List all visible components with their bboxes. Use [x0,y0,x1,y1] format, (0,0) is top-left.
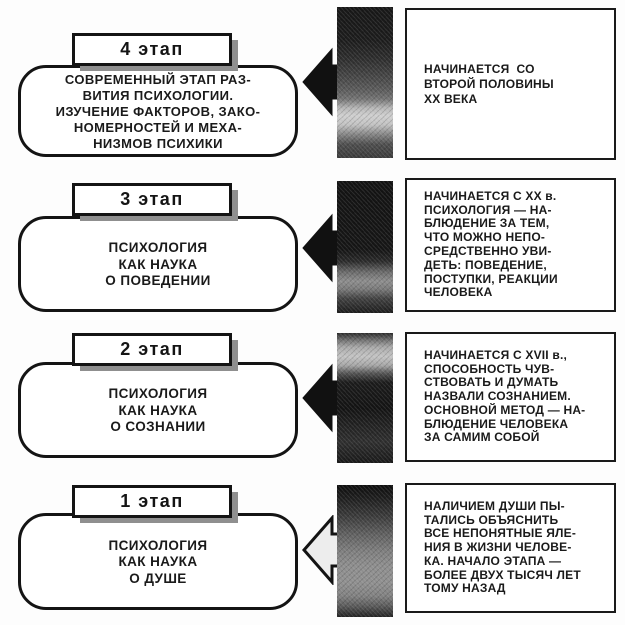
stage-label-box: 3 этап [72,183,232,216]
stage-description-box: НАЛИЧИЕМ ДУШИ ПЫ- ТАЛИСЬ ОБЪЯСНИТЬ ВСЕ НЕПОНЯТНЫЕ ЯЛЕ- НИЯ В ЖИЗНИ ЧЕЛОВЕ- КА. НАЧАЛО ЭТАПА — БОЛЕЕ ДВУХ ТЫСЯЧ ЛЕТ ТОМУ НАЗАД [405,483,616,613]
stage-description-box: НАЧИНАЕТСЯ С XX в. ПСИХОЛОГИЯ — НА- БЛЮДЕНИЕ ЗА ТЕМ, ЧТО МОЖНО НЕПО- СРЕДСТВЕННО УВИ- ДЕТЬ: ПОВЕДЕНИЕ, ПОСТУПКИ, РЕАКЦИИ ЧЕЛОВЕКА [405,178,616,312]
gradient-strip [337,485,393,617]
stage-summary-bubble: ПСИХОЛОГИЯ КАК НАУКА О ПОВЕДЕНИИ [18,216,298,312]
stage-row-3 [0,178,625,324]
gradient-strip [337,333,393,463]
stage-row-1 [0,481,625,621]
stage-label-box: 2 этап [72,333,232,366]
stage-row-2 [0,330,625,472]
stage-description-box: НАЧИНАЕТСЯ С XVII в., СПОСОБНОСТЬ ЧУВ- СТВОВАТЬ И ДУМАТЬ НАЗВАЛИ СОЗНАНИЕМ. ОСНОВНОЙ МЕТОД — НА- БЛЮДЕНИЕ ЧЕЛОВЕКА ЗА САМИМ СОБОЙ [405,332,616,462]
stage-label-box: 4 этап [72,33,232,66]
gradient-strip [337,7,393,158]
stage-label-box: 1 этап [72,485,232,518]
gradient-strip [337,181,393,313]
stage-summary-bubble: ПСИХОЛОГИЯ КАК НАУКА О ДУШЕ [18,513,298,610]
stage-row-4 [0,8,625,168]
stage-description-box: НАЧИНАЕТСЯ СО ВТОРОЙ ПОЛОВИНЫ XX ВЕКА [405,8,616,160]
stage-summary-bubble: СОВРЕМЕННЫЙ ЭТАП РАЗ- ВИТИЯ ПСИХОЛОГИИ. ИЗУЧЕНИЕ ФАКТОРОВ, ЗАКО- НОМЕРНОСТЕЙ И МЕХА- НИЗМОВ ПСИХИКИ [18,65,298,157]
stage-summary-bubble: ПСИХОЛОГИЯ КАК НАУКА О СОЗНАНИИ [18,362,298,458]
